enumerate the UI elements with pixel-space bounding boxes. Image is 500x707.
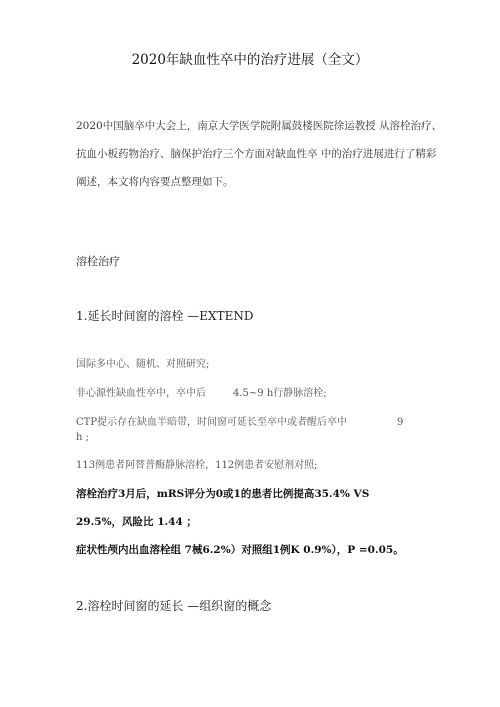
item-patients: 113例患者阿替普酶静脉溶栓，112例患者安慰剂对照; <box>76 460 318 471</box>
item-window-hours: 4.5~9 h行静脉溶栓; <box>233 388 327 399</box>
section-heading: 溶栓治疗 <box>76 255 120 268</box>
subheading-tissue-window: 2.溶栓时间窗的延长 —组织窗的概念 <box>76 599 272 613</box>
item-ctp-number: 9 <box>397 417 404 428</box>
item-ctp-text: CTP提示存在缺血半暗带，时间窗可延长至卒中或者醒后卒中 <box>76 417 348 428</box>
item-hemorrhage: 症状性颅内出血溶栓组 7械6.2%）对照组1例K 0.9%），P =0.05。 <box>76 544 404 556</box>
document-title: 2020年缺血性卒中的治疗进展（全文） <box>131 52 369 68</box>
item-study-design: 国际多中心、随机、对照研究; <box>76 359 210 370</box>
intro-line-1: 2020中国脑卒中大会上，南京大学医学院附属鼓楼医院徐运教授 从溶栓治疗、 <box>76 120 443 132</box>
subheading-extend: 1.延长时间窗的溶栓 —EXTEND <box>76 309 254 323</box>
item-risk-ratio: 29.5%，风险比 1.44 ； <box>76 516 197 528</box>
intro-line-3: 阐述，本文将内容要点整理如下。 <box>76 176 234 188</box>
item-mrs-result: 溶栓治疗3月后，mRS评分为0或1的患者比例提高35.4% VS <box>76 488 370 500</box>
item-ctp-unit: h ; <box>76 432 89 443</box>
intro-line-2: 抗血小板药物治疗、脑保护治疗三个方面对缺血性卒 中的治疗进展进行了精彩 <box>76 148 437 160</box>
item-window-text: 非心源性缺血性卒中，卒中后 <box>76 388 206 399</box>
